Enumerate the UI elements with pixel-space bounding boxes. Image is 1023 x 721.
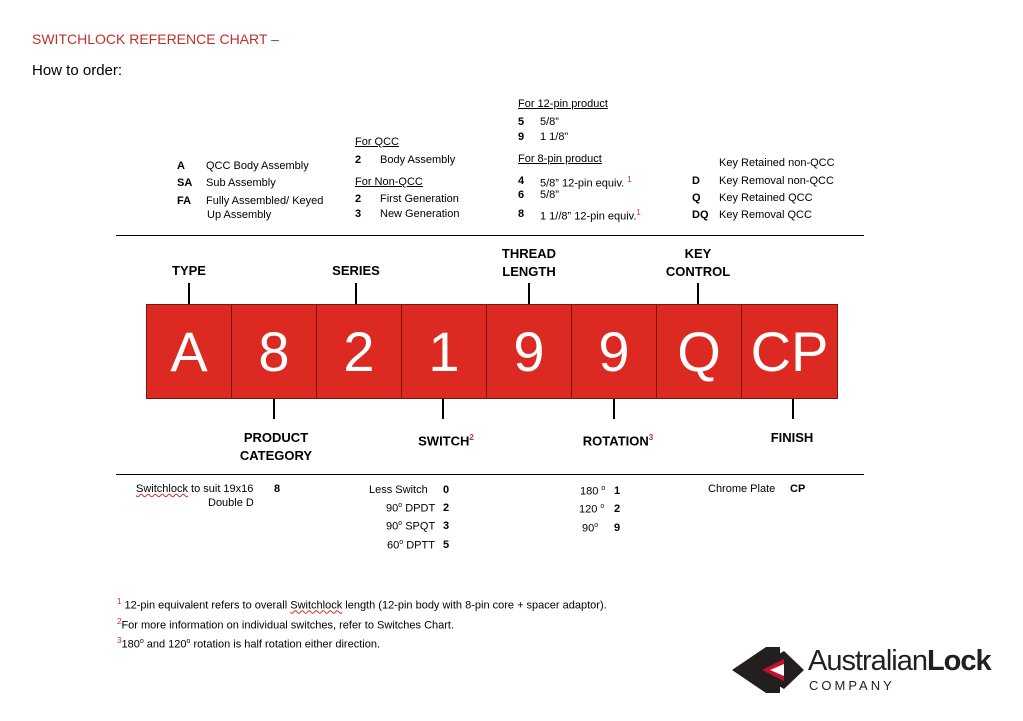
thread-desc: 5/8” <box>540 189 559 201</box>
switch-code: 0 <box>443 484 450 496</box>
tick-rotation <box>613 399 615 419</box>
key-desc: Key Removal QCC <box>719 209 812 221</box>
label-rotation: ROTATION$^3$ <box>582 433 654 449</box>
footnote-ref: 1 <box>636 208 641 217</box>
pin12-heading: For 12-pin product <box>518 98 608 110</box>
thread-desc: 5/8” <box>540 116 559 128</box>
type-desc: Sub Assembly <box>206 177 276 189</box>
thread-code: 9 <box>518 131 525 143</box>
tick-switch <box>442 399 444 419</box>
footnote-1: $^1$ 12-pin equivalent refers to overall Switchlock length (12-pin body with 8-pin core + spacer adaptor). <box>117 597 607 612</box>
pin8-heading: For 8-pin product <box>518 153 602 165</box>
code-box-key: Q <box>656 304 742 399</box>
label-thread-length: THREAD LENGTH <box>501 246 557 279</box>
how-to-order-heading: How to order: <box>32 62 123 79</box>
series-desc: First Generation <box>380 193 459 205</box>
type-desc: Fully Assembled/ Keyed <box>206 195 324 207</box>
label-product-category: PRODUCT CATEGORY <box>239 430 313 463</box>
qcc-heading: For QCC <box>355 136 399 148</box>
tick-finish <box>792 399 794 419</box>
logo-subtext: COMPANY <box>809 678 895 693</box>
rotation-code: 9 <box>614 522 621 534</box>
thread-code: 4 <box>518 175 525 187</box>
tick-product <box>273 399 275 419</box>
type-desc-cont: Up Assembly <box>207 209 272 221</box>
switch-code: 2 <box>443 502 450 514</box>
tick-thread <box>528 283 530 304</box>
code-box-thread: 9 <box>486 304 572 399</box>
finish-desc: Chrome Plate <box>708 483 776 495</box>
series-code: 2 <box>355 193 362 205</box>
finish-code: CP <box>790 483 806 495</box>
label-type: TYPE <box>172 263 206 278</box>
thread-code: 6 <box>518 189 525 201</box>
company-logo <box>732 645 997 695</box>
product-code: 8 <box>274 483 281 495</box>
thread-code: 8 <box>518 208 525 220</box>
series-code: 2 <box>355 154 362 166</box>
logo-wordmark: AustralianLock <box>808 645 991 677</box>
switch-desc: 90$^o$ SPQT <box>386 520 436 533</box>
tick-series <box>355 283 357 304</box>
rotation-desc: 120 $^o$ <box>579 503 605 516</box>
label-key-control: KEY CONTROL <box>665 246 731 279</box>
top-divider <box>116 235 864 236</box>
series-desc: New Generation <box>380 208 460 220</box>
type-desc: QCC Body Assembly <box>206 160 309 172</box>
bottom-divider <box>116 474 864 475</box>
key-desc: Key Retained QCC <box>719 192 813 204</box>
rotation-desc: 180 $^o$ <box>580 485 606 498</box>
footnote-ref: 1 <box>627 175 632 184</box>
nonqcc-heading: For Non-QCC <box>355 176 423 188</box>
code-box-switch: 1 <box>401 304 487 399</box>
product-desc: Switchlock to suit 19x16 <box>136 483 254 495</box>
code-box-rotation: 9 <box>571 304 657 399</box>
thread-desc: 5/8” 12-pin equiv. $^1$ <box>540 175 632 190</box>
footnote-2: $^2$For more information on individual switches, refer to Switches Chart. <box>117 617 455 632</box>
key-code: Q <box>692 192 701 204</box>
series-desc: Body Assembly <box>380 154 456 166</box>
code-box-series: 2 <box>316 304 402 399</box>
type-code: SA <box>177 177 193 189</box>
type-code: A <box>177 160 185 172</box>
rotation-desc: 90$^o$ <box>582 522 599 535</box>
thread-desc: 1 1//8” 12-pin equiv.$^1$ <box>540 208 641 223</box>
key-code: D <box>692 175 700 187</box>
key-desc: Key Retained non-QCC <box>719 157 835 169</box>
switch-code: 3 <box>443 520 450 532</box>
label-switch: SWITCH$^2$ <box>418 433 474 449</box>
switch-code: 5 <box>443 539 450 551</box>
code-box-type: A <box>146 304 232 399</box>
switch-desc: Less Switch <box>369 484 428 496</box>
code-box-product: 8 <box>231 304 317 399</box>
tick-key <box>697 283 699 304</box>
page-title: SWITCHLOCK REFERENCE CHART – <box>32 31 279 47</box>
label-series: SERIES <box>332 263 380 278</box>
key-code: DQ <box>692 209 709 221</box>
type-code: FA <box>177 195 192 207</box>
code-box-finish: CP <box>741 304 838 399</box>
switch-desc: 60$^o$ DPTT <box>387 539 435 552</box>
logo-mark-icon <box>732 647 804 693</box>
thread-code: 5 <box>518 116 525 128</box>
rotation-code: 2 <box>614 503 621 515</box>
rotation-code: 1 <box>614 485 621 497</box>
key-desc: Key Removal non-QCC <box>719 175 834 187</box>
footnote-3: $^3$180$^o$ and 120$^o$ rotation is half rotation either direction. <box>117 636 380 651</box>
tick-type <box>188 283 190 304</box>
switch-desc: 90$^o$ DPDT <box>386 502 436 515</box>
product-desc-cont: Double D <box>208 497 254 509</box>
thread-desc: 1 1/8” <box>540 131 569 143</box>
series-code: 3 <box>355 208 362 220</box>
label-finish: FINISH <box>770 430 814 445</box>
